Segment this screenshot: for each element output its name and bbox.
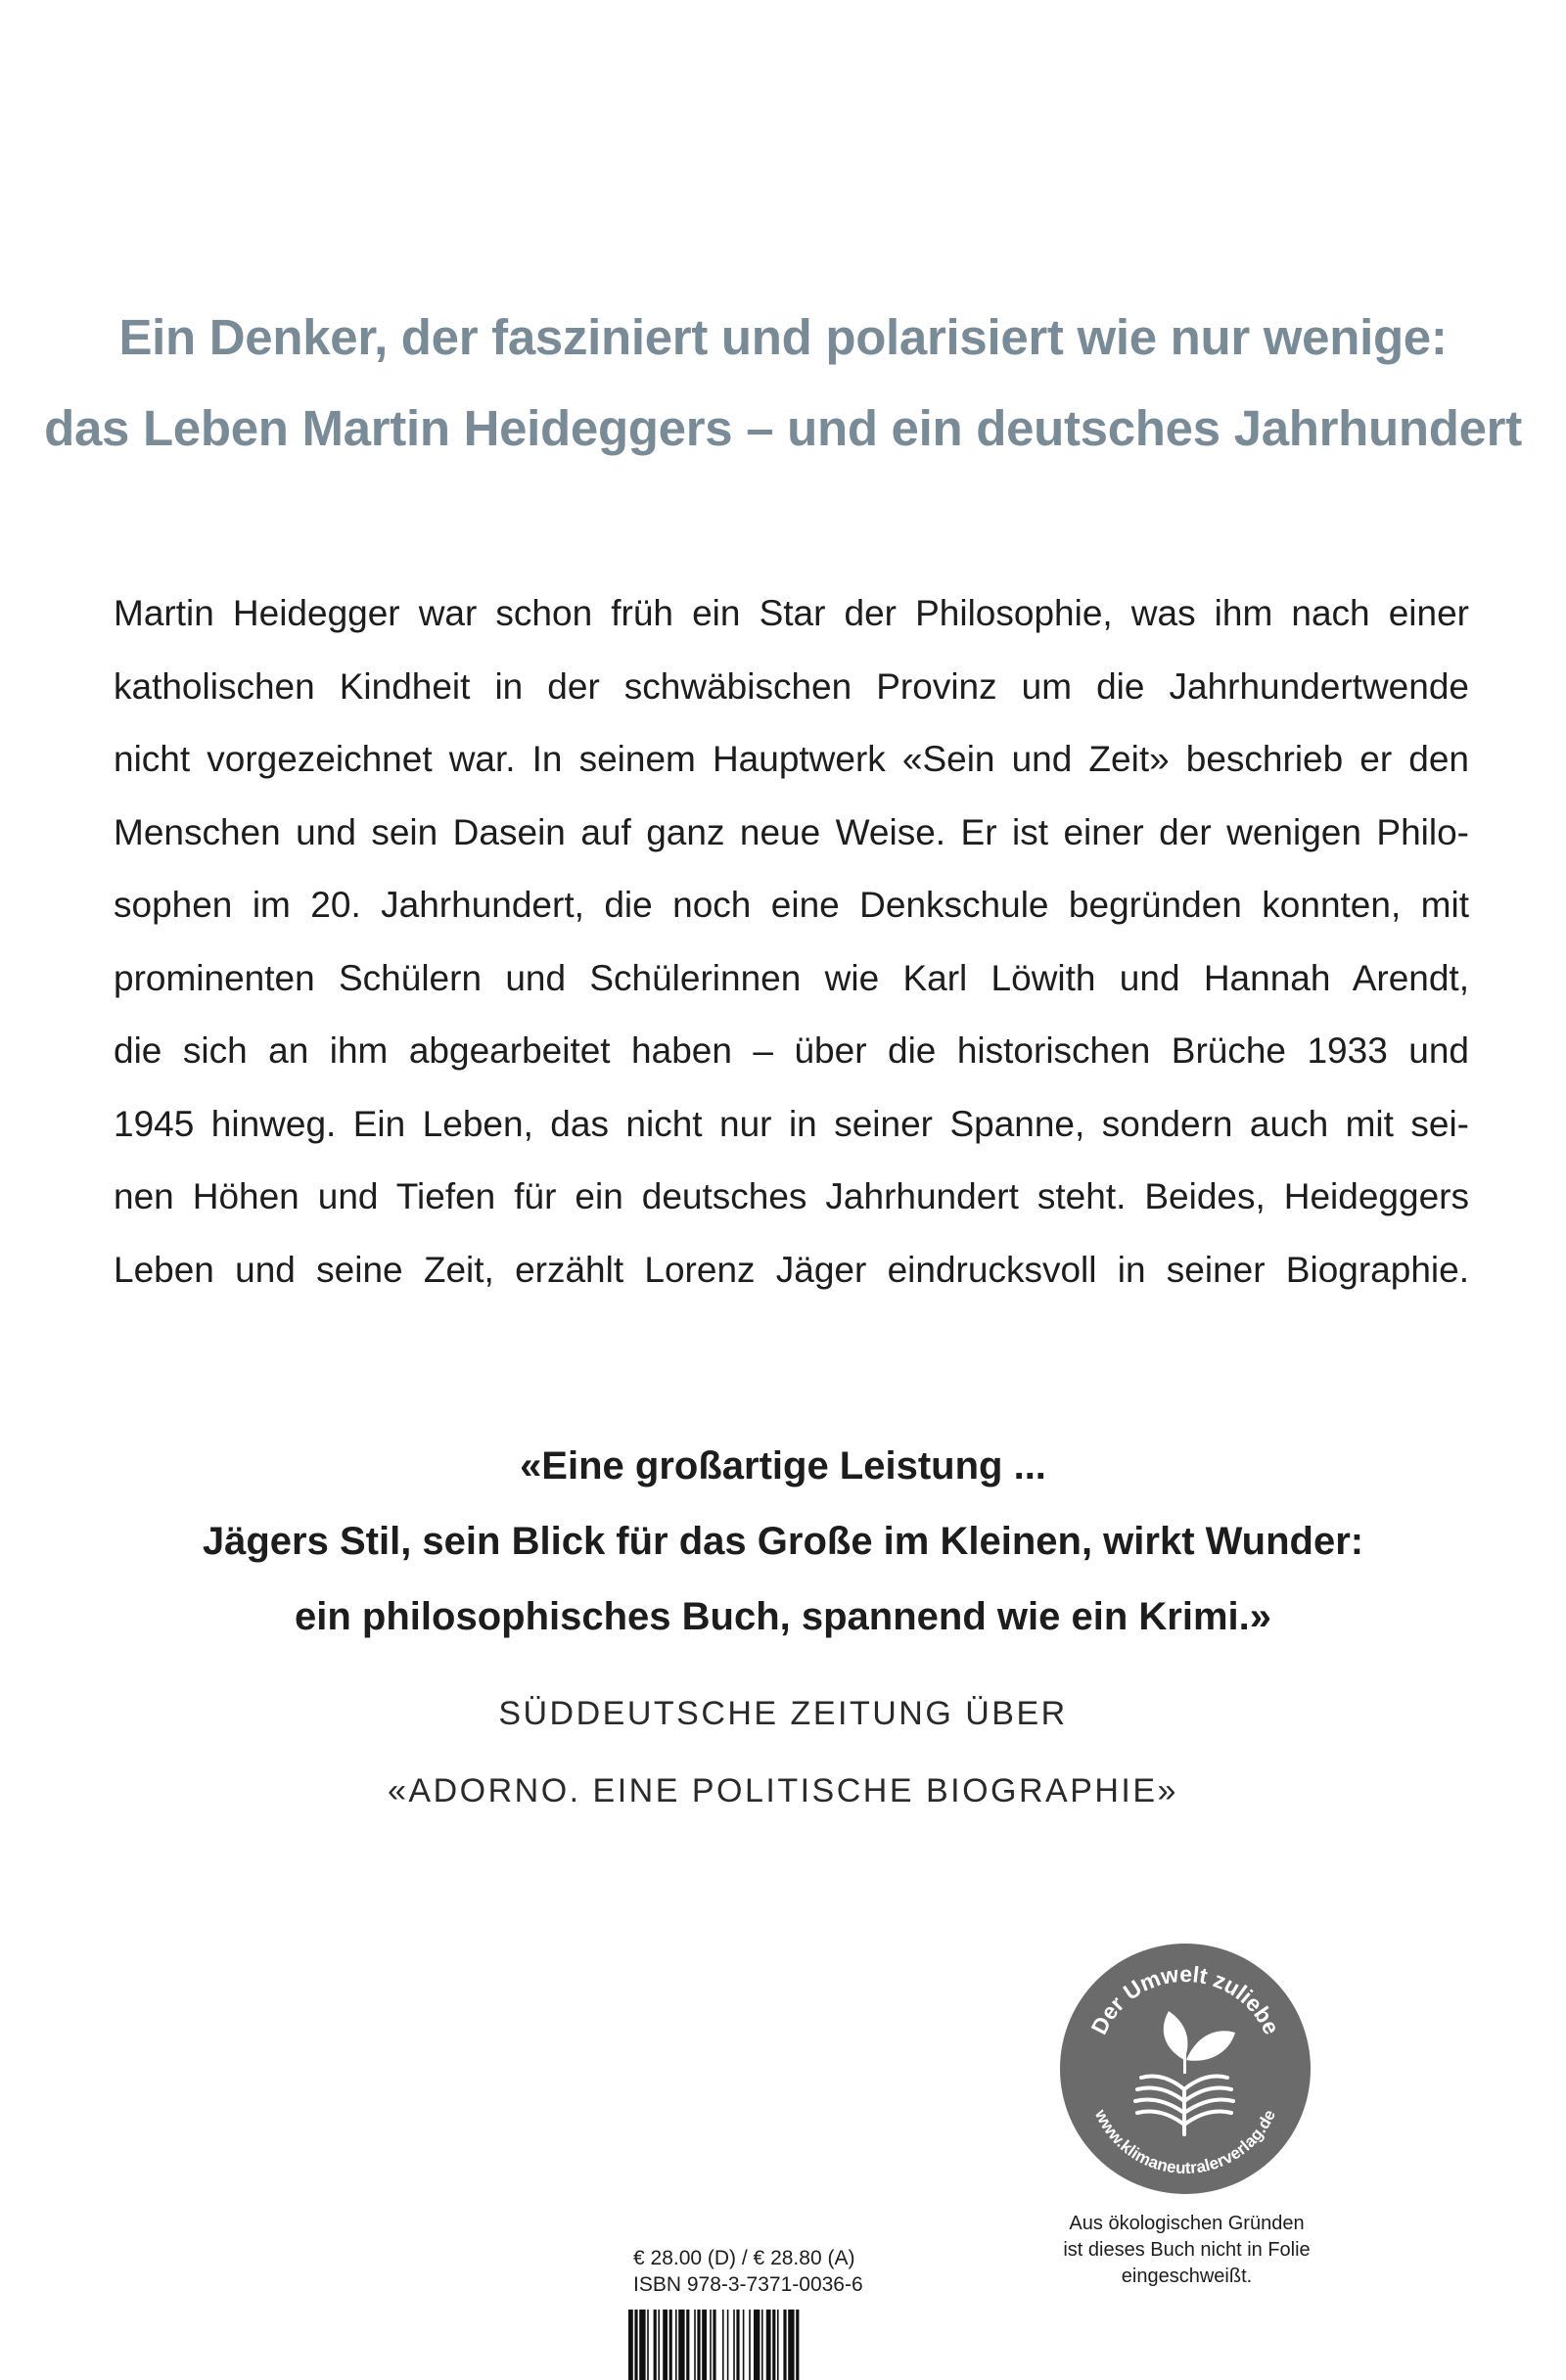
blurb-line: Martin Heidegger war schon früh ein Star der Philosophie, was ihm nach einer	[114, 593, 1469, 633]
barcode-bar	[678, 2310, 684, 2380]
packaging-note	[1018, 2211, 1356, 2290]
barcode-bar	[777, 2310, 779, 2380]
barcode-bar	[772, 2310, 775, 2380]
barcode-bar	[710, 2310, 712, 2380]
source-line: SÜDDEUTSCHE ZEITUNG ÜBER	[498, 1695, 1068, 1732]
blurb-line: 1945 hinweg. Ein Leben, das nicht nur in seiner Spanne, sondern auch mit sei-	[114, 1103, 1469, 1144]
headline-line: Ein Denker, der fasziniert und polarisiert wie nur wenige:	[118, 309, 1448, 365]
barcode-bar	[634, 2310, 637, 2380]
isbn-label: ISBN 978-3-7371-0036-6	[633, 2273, 863, 2296]
barcode-bar	[669, 2310, 672, 2380]
barcode-bar	[788, 2310, 794, 2380]
packaging-note-line: Aus ökologischen Gründen	[1069, 2213, 1305, 2234]
climate-neutral-badge	[1059, 1943, 1312, 2195]
blurb-line: Leben und seine Zeit, erzählt Lorenz Jäger eindrucksvoll in seiner Biographie.	[114, 1249, 1469, 1290]
barcode-bar	[628, 2310, 633, 2380]
price-label: € 28.00 (D) / € 28.80 (A)	[633, 2247, 855, 2269]
barcode-bar	[675, 2310, 677, 2380]
packaging-note-line: eingeschweißt.	[1121, 2266, 1253, 2287]
blurb-line: Menschen und sein Dasein auf ganz neue Weise. Er ist einer der wenigen Philo-	[114, 811, 1469, 852]
price-info	[633, 2245, 946, 2298]
barcode-bar	[647, 2310, 649, 2380]
blurb-line: prominenten Schülern und Schülerinnen wie Karl Löwith und Hannah Arendt,	[114, 957, 1469, 998]
blurb-text	[114, 577, 1469, 1306]
barcode-bar	[736, 2310, 739, 2380]
blurb-line: die sich an ihm abgearbeitet haben – über die historischen Brüche 1933 und	[114, 1030, 1469, 1071]
blurb-line: sophen im 20. Jahrhundert, die noch eine Denkschule begründen konnten, mit	[114, 885, 1469, 925]
barcode-bar	[702, 2310, 707, 2380]
headline	[0, 292, 1566, 474]
barcode-bar	[761, 2310, 763, 2380]
quote-line: Jägers Stil, sein Blick für das Große im Kleinen, wirkt Wunder:	[202, 1520, 1364, 1563]
quote-source	[0, 1675, 1566, 1830]
barcode-bar	[713, 2310, 715, 2380]
blurb-line: katholischen Kindheit in der schwäbischen Provinz um die Jahrhundertwende	[114, 665, 1469, 707]
quote-line: «Eine großartige Leistung ...	[520, 1444, 1046, 1488]
headline-line: das Leben Martin Heideggers – und ein deutsches Jahrhundert	[44, 400, 1522, 456]
barcode-bar	[783, 2310, 786, 2380]
barcode-bar	[727, 2310, 729, 2380]
barcode-bar	[733, 2310, 735, 2380]
barcode-bar	[766, 2310, 771, 2380]
badge-arc-bottom-text: www.klimaneutralerverlag.de	[1090, 2106, 1280, 2178]
barcode	[626, 2310, 920, 2380]
barcode-bar	[749, 2310, 751, 2380]
review-quote	[0, 1429, 1566, 1655]
blurb-line: nicht vorgezeichnet war. In seinem Hauptwerk «Sein und Zeit» beschrieb er den	[114, 739, 1469, 779]
barcode-bar	[654, 2310, 657, 2380]
barcode-bar	[697, 2310, 700, 2380]
barcode-bar	[796, 2310, 799, 2380]
badge-arc-top-text: Der Umwelt zuliebe	[1085, 1960, 1285, 2038]
packaging-note-line: ist dieses Buch nicht in Folie	[1063, 2239, 1311, 2261]
barcode-bar	[743, 2310, 745, 2380]
barcode-bar	[722, 2310, 724, 2380]
barcode-bar	[754, 2310, 760, 2380]
quote-line: ein philosophisches Buch, spannend wie ein Krimi.»	[295, 1595, 1271, 1638]
source-line: «ADORNO. EINE POLITISCHE BIOGRAPHIE»	[388, 1772, 1178, 1809]
blurb-line: nen Höhen und Tiefen für ein deutsches Jahrhundert steht. Beides, Heideggers	[114, 1176, 1469, 1216]
barcode-bar	[694, 2310, 696, 2380]
barcode-bar	[639, 2310, 645, 2380]
barcode-bar	[663, 2310, 668, 2380]
barcode-bar	[686, 2310, 689, 2380]
barcode-bar	[658, 2310, 660, 2380]
